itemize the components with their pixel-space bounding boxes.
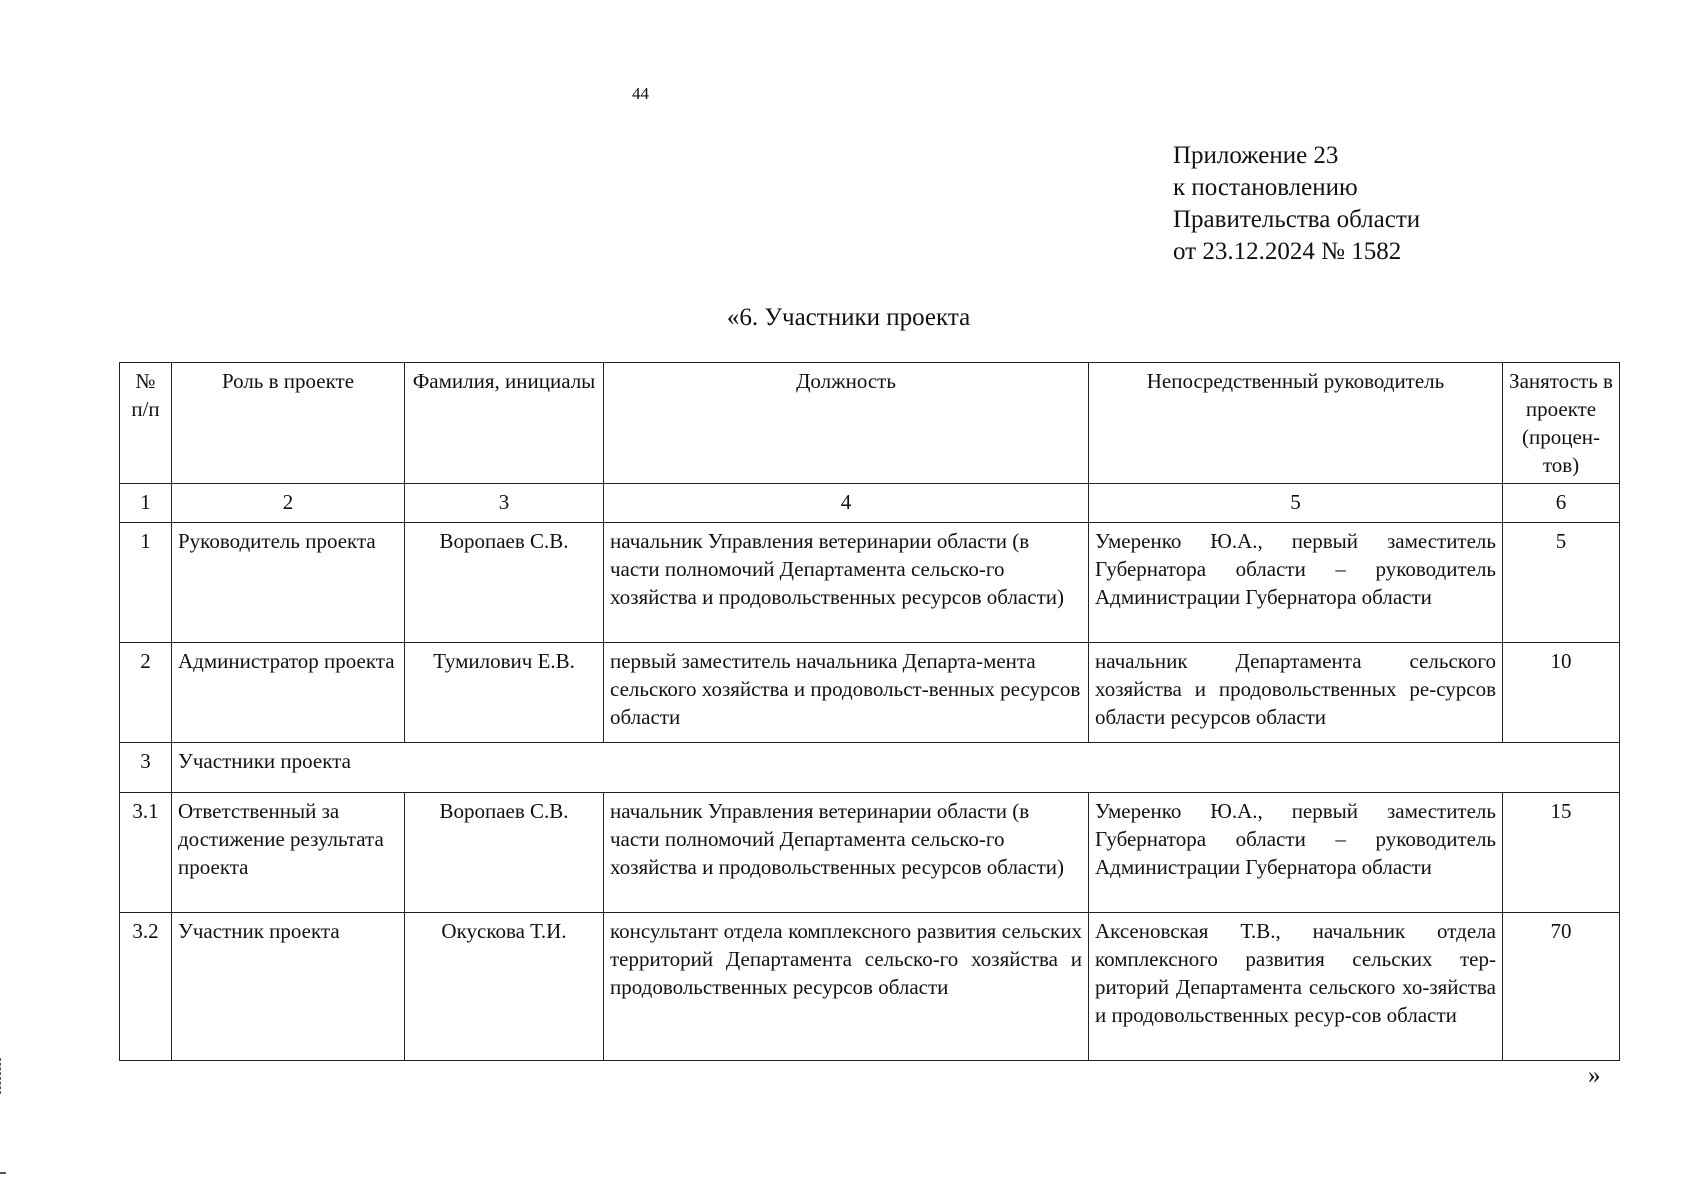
- header-employment: Занятость в проекте (процен-тов): [1503, 363, 1620, 484]
- row-name: Окускова Т.И.: [405, 913, 604, 1061]
- table-header-row: [120, 363, 1620, 484]
- row-supervisor: Умеренко Ю.А., первый заместитель Губернатора области – руководитель Администрации Губернатора области: [1089, 793, 1503, 913]
- row-supervisor: Аксеновская Т.В., начальник отдела комплексного развития сельских тер-риторий Департамента сельского хо-зяйства и продовольственных ресур-сов области: [1089, 913, 1503, 1061]
- header-position: Должность: [604, 363, 1089, 484]
- column-number-row: [120, 484, 1620, 523]
- row-number: 3.1: [120, 793, 172, 913]
- column-number: 5: [1089, 484, 1503, 523]
- appendix-reference: [1173, 140, 1420, 268]
- column-number: 2: [172, 484, 405, 523]
- appendix-line-2: к постановлению: [1173, 174, 1358, 201]
- column-number: 3: [405, 484, 604, 523]
- table-row: [120, 643, 1620, 743]
- table-row: [120, 913, 1620, 1061]
- row-role: Участник проекта: [172, 913, 405, 1061]
- appendix-line-4: от 23.12.2024 № 1582: [1173, 238, 1402, 265]
- column-number: 4: [604, 484, 1089, 523]
- row-supervisor: Умеренко Ю.А., первый заместитель Губернатора области – руководитель Администрации Губернатора области: [1089, 523, 1503, 643]
- section-number: 3: [120, 743, 172, 793]
- page-number: 44: [632, 84, 649, 103]
- margin-marker: [0, 1172, 6, 1174]
- row-employment: 10: [1503, 643, 1620, 743]
- header-number: № п/п: [120, 363, 172, 484]
- closing-quote: »: [1588, 1062, 1601, 1089]
- row-position: консультант отдела комплексного развития сельских территорий Департамента сельско-го хозяйства и продовольственных ресурсов области: [604, 913, 1089, 1061]
- section-title: «6. Участники проекта: [726, 304, 971, 331]
- table-row: [120, 793, 1620, 913]
- row-name: Воропаев С.В.: [405, 793, 604, 913]
- row-name: Воропаев С.В.: [405, 523, 604, 643]
- header-supervisor: Непосредственный руководитель: [1089, 363, 1503, 484]
- row-employment: 70: [1503, 913, 1620, 1061]
- row-number: 1: [120, 523, 172, 643]
- column-number: 6: [1503, 484, 1620, 523]
- row-employment: 5: [1503, 523, 1620, 643]
- participants-table: [119, 362, 1620, 1061]
- row-role: Руководитель проекта: [172, 523, 405, 643]
- row-number: 3.2: [120, 913, 172, 1061]
- header-name: Фамилия, инициалы: [405, 363, 604, 484]
- appendix-line-3: Правительства области: [1173, 206, 1421, 233]
- row-position: начальник Управления ветеринарии области (в части полномочий Департамента сельско-го хозяйства и продовольственных ресурсов области): [604, 523, 1089, 643]
- row-supervisor: начальник Департамента сельского хозяйства и продовольственных ре-сурсов области ресурсов области: [1089, 643, 1503, 743]
- row-position: первый заместитель начальника Департа-мента сельского хозяйства и продовольст-венных ресурсов области: [604, 643, 1089, 743]
- appendix-line-1: Приложение 23: [1173, 142, 1339, 169]
- row-name: Тумилович Е.В.: [405, 643, 604, 743]
- section-label: Участники проекта: [172, 743, 1620, 793]
- row-role: Ответственный за достижение результата проекта: [172, 793, 405, 913]
- row-employment: 15: [1503, 793, 1620, 913]
- margin-marker: [0, 1058, 7, 1094]
- column-number: 1: [120, 484, 172, 523]
- table-section-row: [120, 743, 1620, 793]
- table-row: [120, 523, 1620, 643]
- row-role: Администратор проекта: [172, 643, 405, 743]
- header-role: Роль в проекте: [172, 363, 405, 484]
- row-position: начальник Управления ветеринарии области (в части полномочий Департамента сельско-го хозяйства и продовольственных ресурсов области): [604, 793, 1089, 913]
- row-number: 2: [120, 643, 172, 743]
